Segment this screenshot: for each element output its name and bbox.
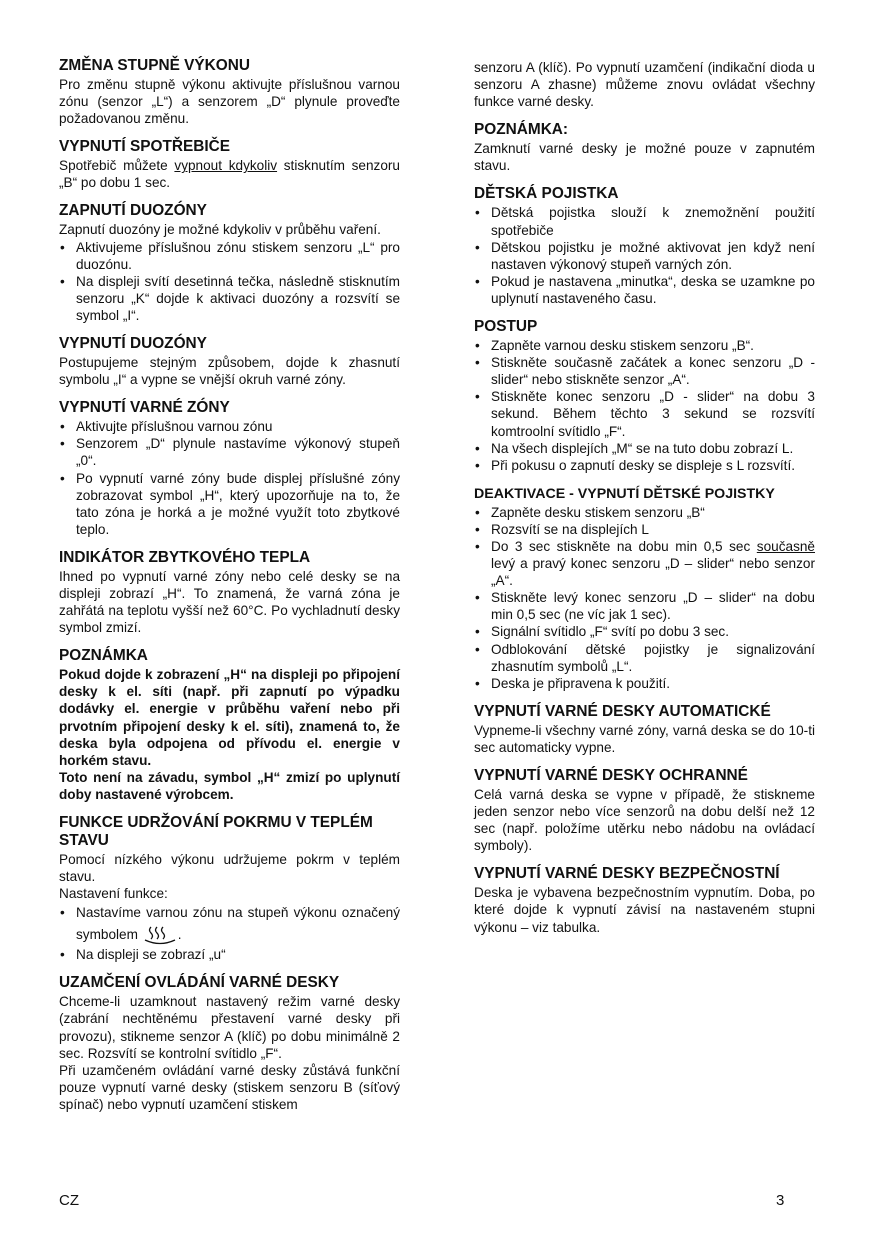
text-note-left-1: Pokud dojde k zobrazení „H“ na displeji po připojení desky k el. síti (např. při zapnutí po výpadku dodávky el. energie v průběhu vaření nebo při prvotním připojení desky k el. síti), znamená to, že deska byla odpojena od přívodu el. energie v horkém stavu.: [59, 667, 400, 768]
heading-child-lock: DĚTSKÁ POJISTKA: [474, 185, 619, 203]
heading-duozone-off: VYPNUTÍ DUOZÓNY: [59, 335, 207, 353]
heading-keep-warm: FUNKCE UDRŽOVÁNÍ POKRMU V TEPLÉM STAVU: [59, 814, 373, 849]
list-item: • Dětskou pojistku je možné aktivovat jen když není nastaven výkonový stupeň varných zón.: [474, 239, 815, 273]
text-note-right: Zamknutí varné desky je možné pouze v zapnutém stavu.: [474, 141, 815, 174]
text-lock-controls-2: Při uzamčeném ovládání varné desky zůstává funkční pouze vypnutí varné desky (stiskem senzoru B (síťový spínač) nebo vypnutí uzamčení stiskem: [59, 1062, 400, 1112]
text-safety-off: Deska je vybavena bezpečnostním vypnutím. Doba, po které dojde k vypnutí závisí na nastaveném stupni výkonu – viz tabulka.: [474, 885, 815, 935]
section-note-right: [474, 121, 815, 174]
list-item: • Do 3 sec stiskněte na dobu min 0,5 sec současně levý a pravý konec senzoru „D – slider“ nebo senzor „A“.: [474, 538, 815, 589]
text-duozone-on: Zapnutí duozóny je možné kdykoliv v průběhu vaření.: [59, 222, 381, 238]
heading-note-left: POZNÁMKA: [59, 647, 148, 665]
list-deactivation: [474, 504, 815, 692]
text-change-power: Pro změnu stupně výkonu aktivujte příslušnou varnou zónu (senzor „L“) a senzorem „D“ plynule proveďte požadovanou změnu.: [59, 77, 400, 127]
text-note-left-2: Toto není na závadu, symbol „H“ zmizí po uplynutí doby nastavené výrobcem.: [59, 769, 400, 802]
list-item: • Aktivujeme příslušnou zónu stiskem senzoru „L“ pro duozónu.: [59, 239, 400, 273]
underlined-anytime: vypnout kdykoliv: [174, 158, 278, 174]
list-item: • Zapněte desku stiskem senzoru „B“: [474, 504, 815, 521]
list-item: • Na všech displejích „M“ se na tuto dobu zobrazí L.: [474, 440, 815, 457]
page-number: 3: [776, 1192, 785, 1209]
list-item: • Dětská pojistka slouží k znemožnění použití spotřebiče: [474, 204, 815, 238]
heading-duozone-on: ZAPNUTÍ DUOZÓNY: [59, 202, 207, 220]
text-duozone-off: Postupujeme stejným způsobem, dojde k zhasnutí symbolu „I“ a vypne se vnější okruh varné zóny.: [59, 355, 400, 388]
text-keep-warm-1: Pomocí nízkého výkonu udržujeme pokrm v teplém stavu.: [59, 852, 400, 885]
heading-deactivation: DEAKTIVACE - VYPNUTÍ DĚTSKÉ POJISTKY: [474, 485, 775, 502]
underlined-simultaneously: současně: [756, 538, 815, 554]
section-protective-off: [474, 767, 815, 854]
section-deactivation: [474, 485, 815, 692]
text-turn-off-appliance: Spotřebič můžete vypnout kdykoliv stisknutím senzoru „B“ po dobu 1 sec.: [59, 158, 400, 191]
heading-note-right: POZNÁMKA:: [474, 121, 569, 139]
heading-safety-off: VYPNUTÍ VARNÉ DESKY BEZPEČNOSTNÍ: [474, 865, 780, 883]
list-item: • Odblokování dětské pojistky je signalizování zhasnutím symbolů „L“.: [474, 641, 815, 675]
text-lock-continued: senzoru A (klíč). Po vypnutí uzamčení (indikační dioda u senzoru A zhasne) můžeme znovu ovládat všechny funkce varné desky.: [474, 60, 815, 110]
list-item: • Stiskněte současně začátek a konec senzoru „D - slider“ nebo stiskněte senzor „A“.: [474, 354, 815, 388]
heading-turn-off-appliance: VYPNUTÍ SPOTŘEBIČE: [59, 138, 231, 156]
section-lock-controls: [59, 974, 400, 1113]
section-keep-warm: [59, 814, 400, 963]
section-zone-off: [59, 399, 400, 538]
list-item: • Na displeji svítí desetinná tečka, následně stisknutím senzoru „K“ dojde k aktivaci duozóny a rozsvítí se symbol „I“.: [59, 273, 400, 324]
list-zone-off: [59, 418, 400, 538]
section-procedure: [474, 318, 815, 474]
list-procedure: [474, 337, 815, 474]
list-item: • Při pokusu o zapnutí desky se displeje s L rozsvítí.: [474, 457, 815, 474]
list-item: • Po vypnutí varné zóny bude displej příslušné zóny zobrazovat symbol „H“, který upozorňuje na to, že tato zóna je horká a je možné využít toto zbytkové teplo.: [59, 470, 400, 538]
list-item: • Deska je připravena k použití.: [474, 675, 815, 692]
list-item: • Na displeji se zobrazí „u“: [59, 946, 400, 963]
list-item: • Stiskněte konec senzoru „D - slider“ na dobu 3 sekund. Během těchto 3 sekund se rozsvítí komtroolní svítidlo „F“.: [474, 388, 815, 439]
keep-warm-steam-icon: [142, 925, 178, 945]
text-protective-off: Celá varná deska se vypne v případě, že stiskneme jeden senzor nebo více senzorů na dobu delší než 12 sec (např. položíme utěrku nebo nádobu na ovládací symboly).: [474, 787, 815, 854]
section-duozone-on: [59, 202, 400, 324]
section-auto-off: [474, 703, 815, 756]
section-child-lock: [474, 185, 815, 307]
text-auto-off: Vypneme-li všechny varné zóny, varná deska se do 10-ti sec automaticky vypne.: [474, 722, 815, 755]
list-item: • Signální svítidlo „F“ svítí po dobu 3 sec.: [474, 623, 815, 640]
section-turn-off-appliance: [59, 138, 400, 191]
list-item: • Stiskněte levý konec senzoru „D – slider“ na dobu min 0,5 sec (ne víc jak 1 sec).: [474, 589, 815, 623]
text-residual-heat: Ihned po vypnutí varné zóny nebo celé desky se na displeji zobrazí „H“. To znamená, že varná zóna je zahřátá na teplotu vyšší než 60°C. Po vychladnutí desky symbol zmizí.: [59, 568, 400, 636]
list-item: • Zapněte varnou desku stiskem senzoru „B“.: [474, 337, 815, 354]
section-change-power: [59, 57, 400, 127]
list-child-lock: [474, 204, 815, 307]
list-item: • Pokud je nastavena „minutka“, deska se uzamkne po uplynutí nastaveného času.: [474, 273, 815, 307]
section-note-left: [59, 647, 400, 803]
footer-language: CZ: [59, 1192, 79, 1209]
list-duozone-on: [59, 239, 400, 324]
list-item: • Nastavíme varnou zónu na stupeň výkonu označený symbolem .: [59, 902, 400, 946]
section-safety-off: [474, 865, 815, 935]
heading-residual-heat: INDIKÁTOR ZBYTKOVÉHO TEPLA: [59, 548, 311, 566]
heading-lock-controls: UZAMČENÍ OVLÁDÁNÍ VARNÉ DESKY: [59, 974, 340, 992]
right-column: [474, 59, 815, 947]
section-lock-continued: [474, 59, 815, 110]
heading-zone-off: VYPNUTÍ VARNÉ ZÓNY: [59, 399, 230, 417]
text-lock-controls-1: Chceme-li uzamknout nastavený režim varné desky (zabrání nechtěnému přestavení varné desky při provozu), stikneme senzor A (klíč) po dobu minimálně 2 sec. Rozsvítí se kontrolní svítidlo „F“.: [59, 994, 400, 1061]
list-item: • Senzorem „D“ plynule nastavíme výkonový stupeň „0“.: [59, 435, 400, 469]
list-item: • Aktivujte příslušnou varnou zónu: [59, 418, 400, 435]
text-keep-warm-2: Nastavení funkce:: [59, 886, 168, 902]
heading-auto-off: VYPNUTÍ VARNÉ DESKY AUTOMATICKÉ: [474, 702, 771, 720]
section-duozone-off: [59, 335, 400, 388]
list-item: • Rozsvítí se na displejích L: [474, 521, 815, 538]
section-residual-heat: [59, 549, 400, 636]
heading-change-power: ZMĚNA STUPNĚ VÝKONU: [59, 57, 250, 74]
heading-protective-off: VYPNUTÍ VARNÉ DESKY OCHRANNÉ: [474, 767, 748, 784]
heading-procedure: POSTUP: [474, 318, 538, 336]
left-column: [59, 57, 400, 1124]
list-keep-warm: [59, 902, 400, 963]
